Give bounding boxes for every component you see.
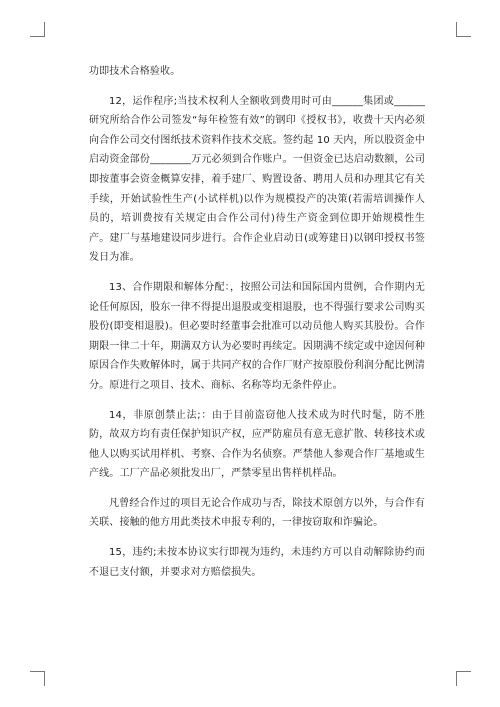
paragraph-clause-15: 15，违约;未按本协议实行即视为违约，未违约方可以自动解除协约而不退已支付额，并要求对方赔偿损失。 [89, 547, 425, 578]
paragraph-continuation: 功即技术合格验收。 [89, 66, 181, 77]
crop-mark-bottom-right [456, 671, 471, 686]
crop-mark-top-left [30, 22, 45, 37]
paragraph-clause-13: 13、合作期限和解体分配：，按照公司法和国际国内贯例，合作期内无论任何原因，股东一律不得提出退股或变相退股，也不得强行要求公司购买股份(即变相退股)。但必要时经董事会批准可以动员他人购买其股份。合作期限一律二十年，期满双方认为必要时再续定。因期满不续定或中途因何种原因合作失败解体时，属于共同产权的合作厂财产按原股份利润分配比例清分。原进行之项目、技术、商标、名称等均无条件停止。 [89, 281, 425, 391]
document-body [89, 62, 425, 582]
crop-mark-top-right [456, 22, 471, 37]
paragraph-clause-12: 12，运作程序;当技术权利人全额收到费用时可由______集团或______研究所给合作公司签发“每年检签有效”的钢印《授权书》，收费十天内必须向合作公司交付图纸技术资料作技术交底。签约起 10 天内，所以股资金中启动资金部份________万元必须到合作账户。一但资金已达启动数额，公司即按董事会资金概算安排，着手建厂、购置设备、聘用人员和办理其它有关手续，开始试验性生产(小试样机)以作为规模投产的决策(若需培训操作人员的，培训费按有关规定由合作公司付)待生产资金到位即开始规模性生产。建厂与基地建设同步进行。合作企业启动日(或筹建日)以钢印授权书签发日为准。 [89, 95, 425, 264]
crop-mark-bottom-left [30, 671, 45, 686]
paragraph-clause-14-cont: 凡曾经合作过的项目无论合作成功与否，除技术原创方以外，与合作有关联、接触的他方用此类技术申报专利的，一律按窃取和诈骗论。 [89, 497, 425, 529]
paragraph-clause-14: 14，非原创禁止法;：由于目前盗窃他人技术成为时代时髦，防不胜防，故双方均有责任保护知识产权，应严防雇员有意无意扩散、转移技术或他人以购买试用样机、考察、合作为名侦察。严禁他人参观合作厂基地或生产线。工厂产品必须批发出厂，严禁零星出售样机样品。 [89, 409, 425, 480]
